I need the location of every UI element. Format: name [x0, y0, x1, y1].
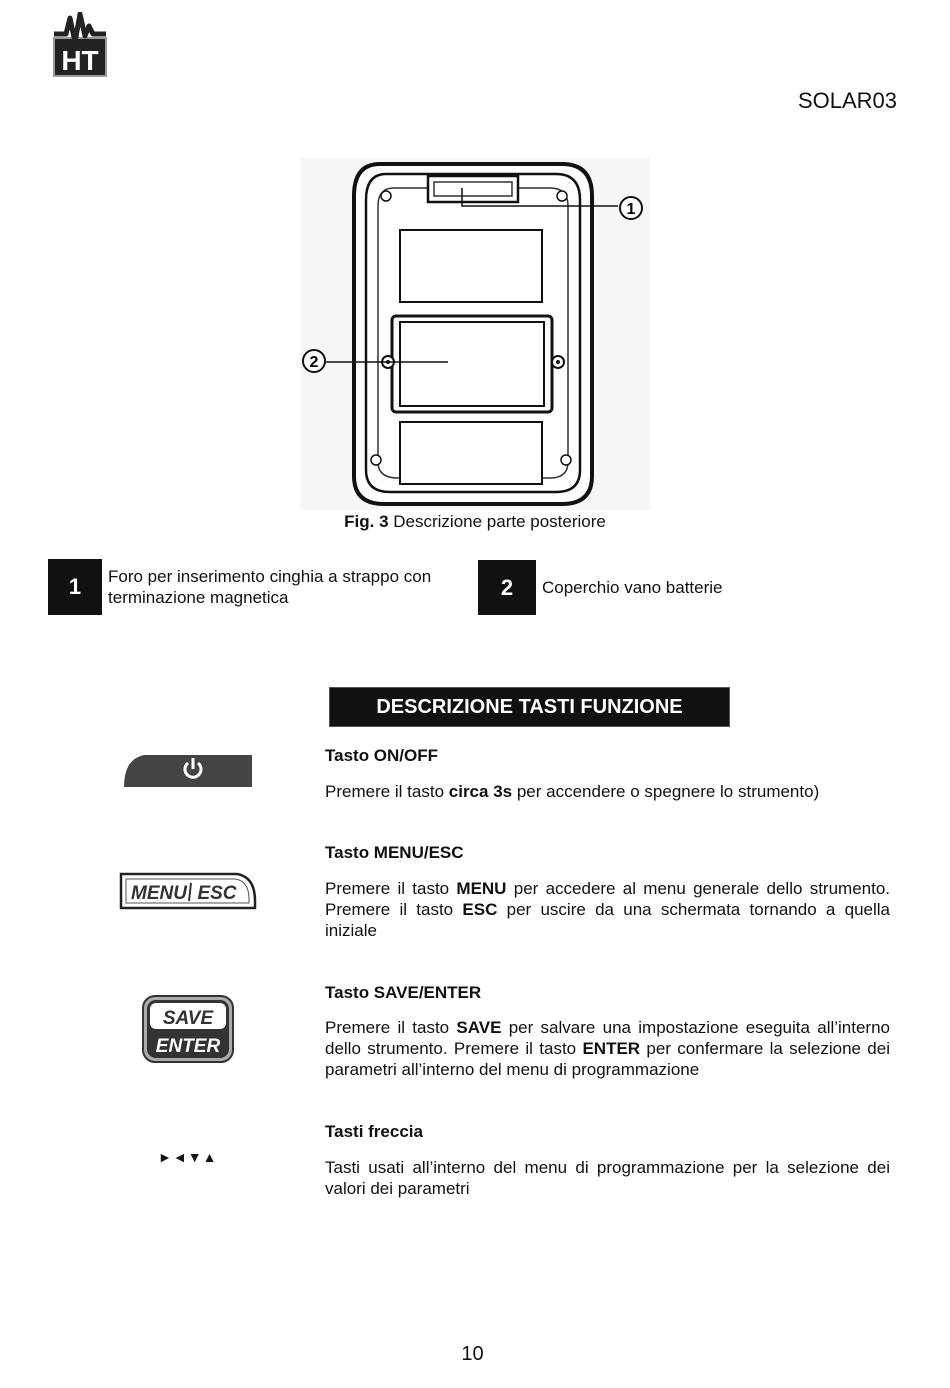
- key-title-save-enter: Tasto SAVE/ENTER: [325, 983, 482, 1002]
- menu-esc-key-icon: [119, 871, 257, 916]
- svg-text:MENU: MENU: [131, 883, 187, 904]
- key-title-menu-esc: Tasto MENU/ESC: [325, 843, 464, 862]
- figure-caption: Fig. 3 Descrizione parte posteriore: [344, 512, 606, 531]
- section-title: DESCRIZIONE TASTI FUNZIONE: [329, 687, 730, 727]
- save-enter-key-icon: [142, 995, 234, 1068]
- logo-text: HT: [61, 45, 99, 76]
- key-desc-on-off: Premere il tasto circa 3s per accendere o spegnere lo strumento): [325, 782, 820, 801]
- legend-number-1: 1: [48, 559, 102, 615]
- legend-text-2: Coperchio vano batterie: [542, 578, 723, 597]
- page-number: 10: [461, 1343, 484, 1365]
- svg-text:2: 2: [309, 354, 319, 371]
- legend-number-2: 2: [478, 560, 536, 615]
- key-title-arrows: Tasti freccia: [325, 1122, 423, 1141]
- power-key-icon: [122, 753, 254, 794]
- model-name: SOLAR03: [797, 88, 897, 113]
- device-rear-illustration: [300, 158, 650, 510]
- key-desc-arrows: Tasti usati all’interno del menu di programmazione per la selezione dei valori dei parametri: [325, 1158, 890, 1198]
- ht-logo: [52, 12, 110, 78]
- key-title-on-off: Tasto ON/OFF: [325, 746, 439, 765]
- legend-text-1: Foro per inserimento cinghia a strappo con terminazione magnetica: [108, 567, 432, 607]
- key-desc-save-enter: Premere il tasto SAVE per salvare una impostazione eseguita all’interno dello strumento. Premere il tasto ENTER per confermare la selezione dei parametri all’interno del menu di programmazione: [325, 1018, 891, 1079]
- svg-text:ENTER: ENTER: [155, 1036, 221, 1057]
- arrow-keys-icon: ►◄▼▲: [158, 1149, 218, 1165]
- svg-text:SAVE: SAVE: [162, 1008, 214, 1029]
- key-desc-menu-esc: Premere il tasto MENU per accedere al menu generale dello strumento. Premere il tasto ESC per uscire da una schermata tornando a quella iniziale: [325, 879, 891, 940]
- svg-text:1: 1: [626, 201, 636, 218]
- svg-text:ESC: ESC: [197, 883, 237, 904]
